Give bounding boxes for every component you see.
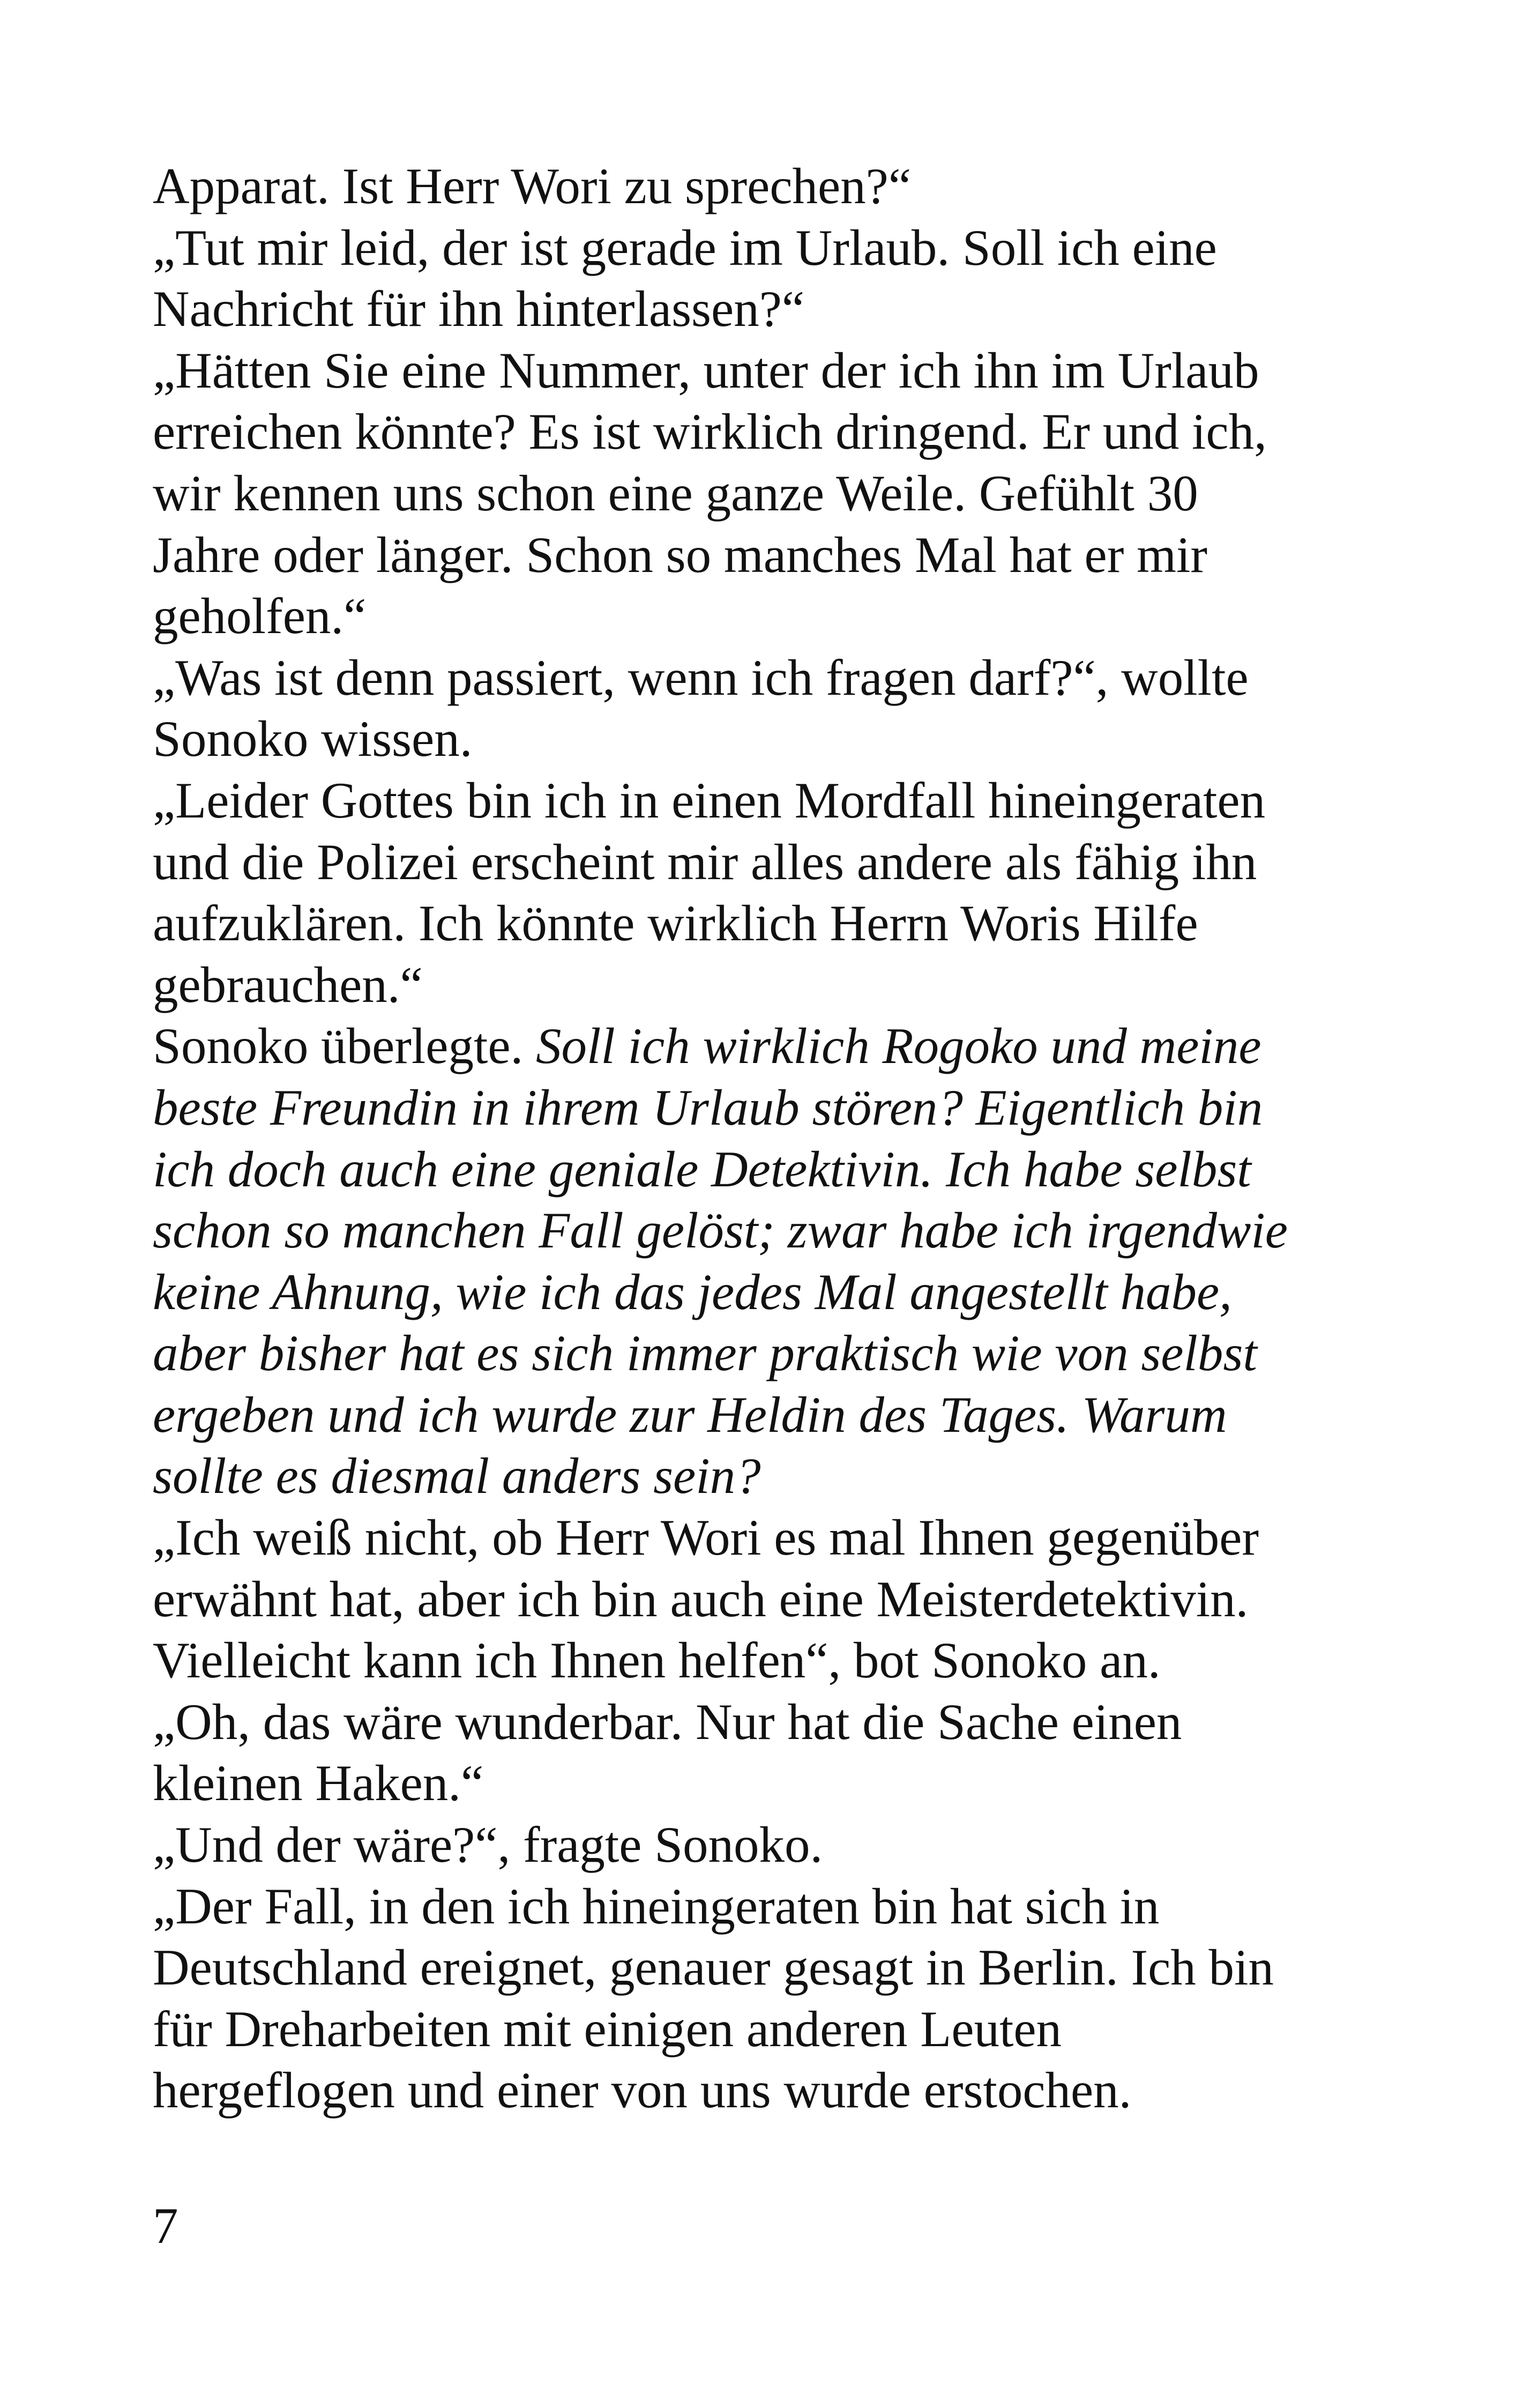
text-line: [153, 708, 1385, 770]
text-line: [153, 1569, 1385, 1630]
italic-text-run: keine Ahnung, wie ich das jedes Mal angestellt habe,: [153, 1263, 1232, 1320]
text-line: [153, 1384, 1385, 1446]
text-run: Jahre oder länger. Schon so manches Mal hat er mir: [153, 526, 1208, 583]
text-line: [153, 1507, 1385, 1569]
text-line: [153, 770, 1385, 831]
text-line: [153, 1139, 1385, 1200]
text-line: [153, 831, 1385, 893]
text-line: [153, 954, 1385, 1016]
text-run: Nachricht für ihn hinterlassen?“: [153, 280, 805, 338]
text-run: hergeflogen und einer von uns wurde erstochen.: [153, 2062, 1132, 2119]
text-run: „Ich weiß nicht, ob Herr Wori es mal Ihnen gegenüber: [153, 1509, 1259, 1566]
text-run: „Und der wäre?“, fragte Sonoko.: [153, 1816, 823, 1874]
text-line: [153, 1998, 1385, 2060]
text-line: [153, 278, 1385, 340]
text-line: [153, 1691, 1385, 1753]
text-run: geholfen.“: [153, 588, 367, 645]
text-run: „Was ist denn passiert, wenn ich fragen darf?“, wollte: [153, 649, 1249, 706]
italic-text-run: sollte es diesmal anders sein?: [153, 1447, 761, 1505]
text-run: Sonoko überlegte.: [153, 1017, 536, 1075]
text-run: kleinen Haken.“: [153, 1755, 484, 1812]
text-line: [153, 1876, 1385, 1937]
page-number: 7: [153, 2197, 178, 2254]
text-run: erwähnt hat, aber ich bin auch eine Meisterdetektivin.: [153, 1570, 1249, 1627]
text-line: [153, 155, 1385, 217]
text-line: [153, 647, 1385, 709]
italic-text-run: schon so manchen Fall gelöst; zwar habe ich irgendwie: [153, 1202, 1288, 1259]
text-run: „Leider Gottes bin ich in einen Mordfall hineingeraten: [153, 771, 1266, 829]
text-line: [153, 463, 1385, 524]
text-line: [153, 1200, 1385, 1261]
italic-text-run: ergeben und ich wurde zur Heldin des Tages. Warum: [153, 1386, 1227, 1443]
text-line: [153, 524, 1385, 586]
text-run: wir kennen uns schon eine ganze Weile. Gefühlt 30: [153, 464, 1198, 522]
text-run: und die Polizei erscheint mir alles andere als fähig ihn: [153, 833, 1257, 890]
text-run: erreichen könnte? Es ist wirklich dringend. Er und ich,: [153, 403, 1267, 460]
italic-text-run: ich doch auch eine geniale Detektivin. Ich habe selbst: [153, 1140, 1251, 1198]
text-line: [153, 585, 1385, 647]
text-run: „Der Fall, in den ich hineingeraten bin hat sich in: [153, 1877, 1160, 1935]
text-line: [153, 893, 1385, 954]
text-line: [153, 2060, 1385, 2121]
text-run: Apparat. Ist Herr Wori zu sprechen?“: [153, 158, 911, 214]
text-run: für Dreharbeiten mit einigen anderen Leuten: [153, 2000, 1062, 2057]
text-run: Sonoko wissen.: [153, 710, 473, 768]
text-run: „Oh, das wäre wunderbar. Nur hat die Sache einen: [153, 1693, 1182, 1750]
text-line: [153, 1630, 1385, 1691]
text-run: gebrauchen.“: [153, 956, 423, 1013]
italic-text-run: Soll ich wirklich Rogoko und meine: [536, 1017, 1261, 1075]
text-line: [153, 1937, 1385, 1998]
text-run: Vielleicht kann ich Ihnen helfen“, bot Sonoko an.: [153, 1632, 1161, 1689]
italic-text-run: beste Freundin in ihrem Urlaub stören? Eigentlich bin: [153, 1079, 1263, 1136]
text-run: Deutschland ereignet, genauer gesagt in Berlin. Ich bin: [153, 1939, 1274, 1996]
body-text: [153, 155, 1385, 2121]
text-run: „Tut mir leid, der ist gerade im Urlaub. Soll ich eine: [153, 219, 1217, 276]
text-run: „Hätten Sie eine Nummer, unter der ich ihn im Urlaub: [153, 341, 1259, 399]
text-line: [153, 1322, 1385, 1384]
text-line: [153, 401, 1385, 463]
italic-text-run: aber bisher hat es sich immer praktisch wie von selbst: [153, 1325, 1257, 1382]
text-line: [153, 1752, 1385, 1814]
text-line: [153, 1814, 1385, 1876]
text-line: [153, 1445, 1385, 1507]
text-line: [153, 340, 1385, 402]
text-run: aufzuklären. Ich könnte wirklich Herrn Woris Hilfe: [153, 895, 1198, 952]
text-line: [153, 1015, 1385, 1077]
text-line: [153, 217, 1385, 279]
text-line: [153, 1077, 1385, 1139]
text-line: [153, 1261, 1385, 1323]
